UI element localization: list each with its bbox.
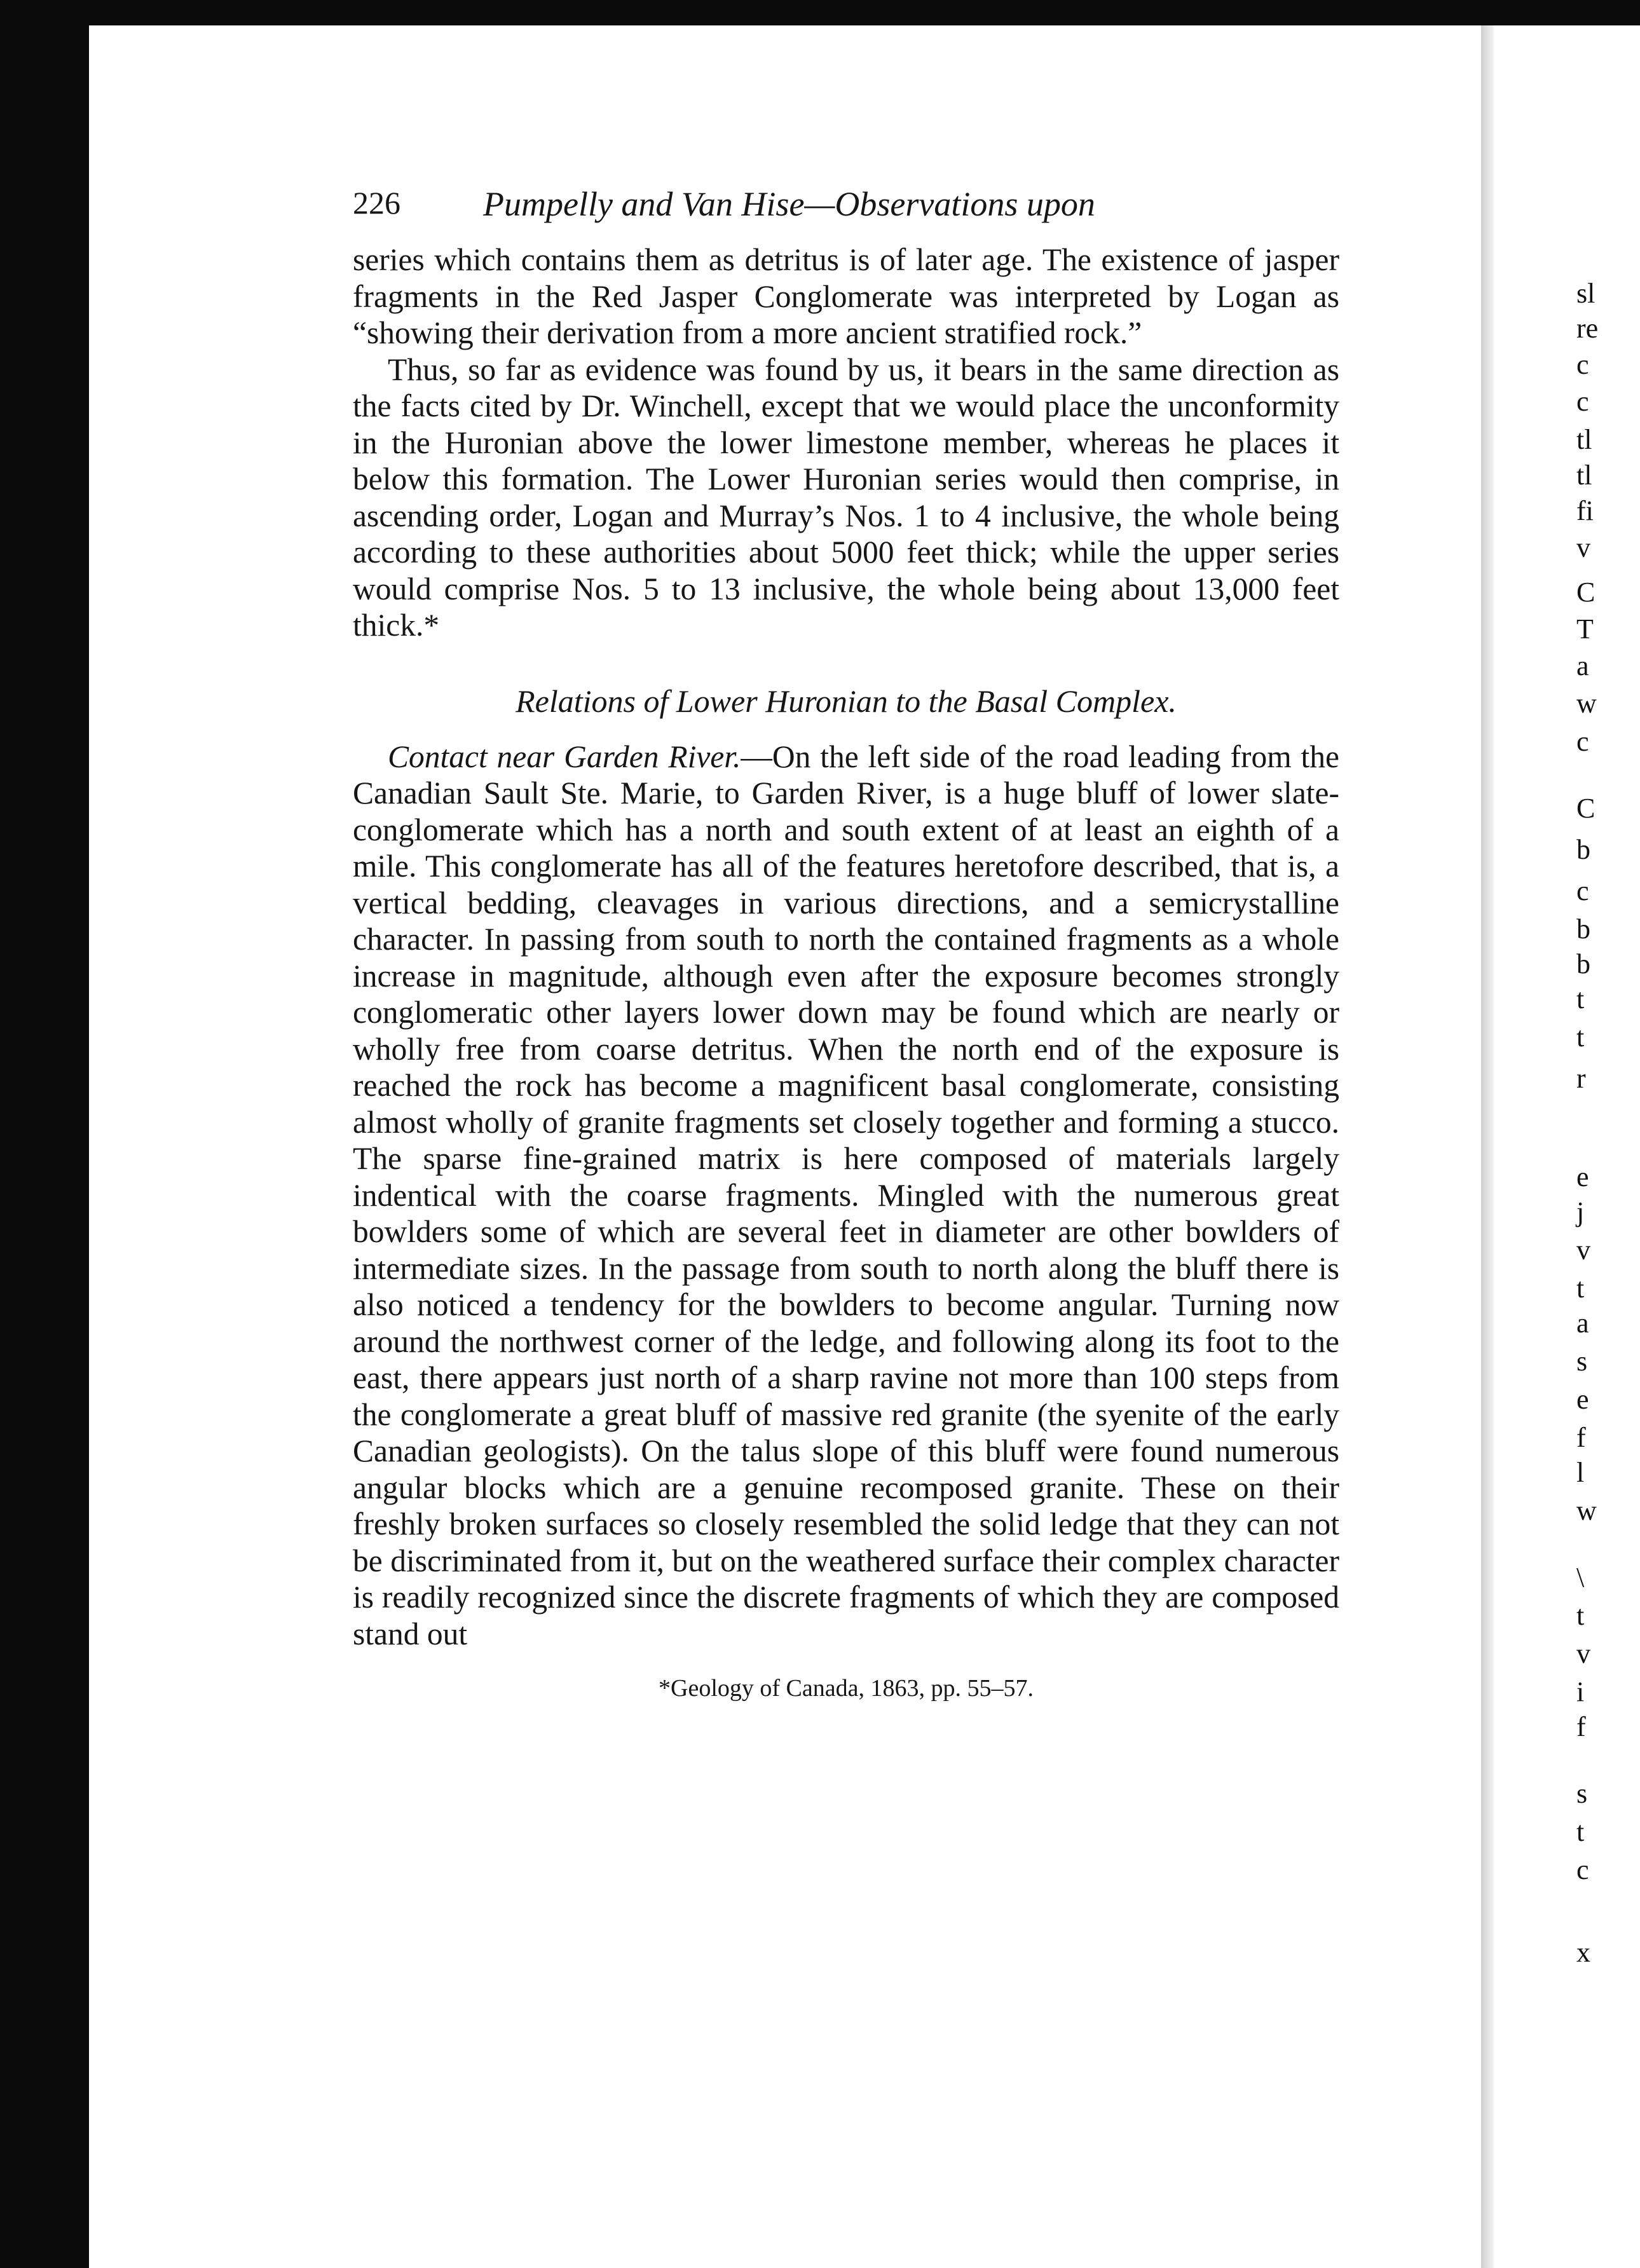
run-in-heading: Contact near Garden River. (388, 739, 741, 774)
facing-page-letter: f (1576, 1422, 1586, 1453)
facing-page-letter: c (1576, 386, 1589, 417)
facing-page-letter: r (1576, 1063, 1586, 1094)
paragraph-conclusion: Thus, so far as evidence was found by us, it bears in the same direction as the facts cited by Dr. Winchell, except that we would place the unconformity in the Huronian above the lower limestone member, whereas he places it below this formation. The Lower Huronian series would then comprise, in ascending order, Logan and Murray’s Nos. 1 to 4 inclusive, the whole being according to these authorities about 5000 feet thick; while the upper series would comprise Nos. 5 to 13 inclusive, the whole being about 13,000 feet thick.* (353, 352, 1339, 643)
facing-page-letter: C (1576, 793, 1596, 824)
page-header (353, 184, 1339, 242)
facing-page-letter: t (1576, 1600, 1585, 1631)
facing-page-letter: s (1576, 1346, 1588, 1377)
facing-page-letter: c (1576, 1854, 1589, 1885)
facing-page-letter: tl (1576, 460, 1592, 491)
facing-page-letter: a (1576, 1308, 1589, 1339)
facing-page-letter: C (1576, 577, 1596, 608)
facing-page-letter: t (1576, 1021, 1585, 1053)
facing-page-letter: re (1576, 313, 1599, 344)
footnote: *Geology of Canada, 1863, pp. 55–57. (659, 1675, 1034, 1702)
facing-page-letter: tl (1576, 424, 1592, 455)
facing-page-letter: a (1576, 650, 1589, 681)
page-content (353, 184, 1339, 1703)
running-head: Pumpelly and Van Hise—Observations upon (483, 185, 1095, 223)
facing-page-letter: c (1576, 726, 1589, 757)
facing-page-letter: w (1576, 688, 1597, 719)
paragraph-contact (353, 739, 1339, 1653)
facing-page-letter: v (1576, 1234, 1590, 1266)
facing-page-letter: b (1576, 948, 1590, 980)
body-text (353, 242, 1339, 1652)
facing-page-letter: x (1576, 1937, 1590, 1968)
facing-page-letter: sl (1576, 278, 1596, 309)
facing-page-letter: c (1576, 875, 1589, 906)
facing-page-letter: s (1576, 1778, 1588, 1809)
facing-page-letter: v (1576, 1638, 1590, 1669)
facing-page-letter: fi (1576, 495, 1594, 526)
page-gutter-shadow (1481, 25, 1494, 2268)
page-number: 226 (353, 185, 400, 221)
facing-page-letter: j (1576, 1196, 1585, 1227)
paragraph-contact-text: —On the left side of the road leading from the Canadian Sault Ste. Marie, to Garden River, is a huge bluff of lower slate-conglomerate which has a north and south extent of at least an eighth of a mile. This conglomerate has all of the features heretofore described, that is, a vertical bedding, cleavages in various directions, and a semicrystalline character. In passing from south to north the contained fragments as a whole increase in magnitude, although even after the exposure becomes strongly conglomeratic other layers lower down may be found which are nearly or wholly free from coarse detritus. When the north end of the exposure is reached the rock has become a magnificent basal conglomerate, consisting almost wholly of granite fragments set closely together and forming a stucco. The sparse fine-grained matrix is here composed of materials largely indentical with the coarse fragments. Mingled with the numerous great bowlders some of which are several feet in diameter are other bowlders of intermediate sizes. In the passage from south to north along the bluff there is also noticed a tendency for the bowlders to become angular. Turning now around the northwest corner of the ledge, and following along its foot to the east, there appears just north of a sharp ravine not more than 100 steps from the conglomerate a great bluff of massive red granite (the syenite of the early Canadian geologists). On the talus slope of this bluff were found numerous angular blocks which are a genuine recomposed granite. These on their freshly broken surfaces so closely resembled the solid ledge that they can not be discriminated from it, but on the weathered surface their complex character is readily recognized since the discrete fragments of which they are composed stand out (353, 739, 1340, 1651)
facing-page-letter: v (1576, 532, 1590, 563)
facing-page-letter: f (1576, 1711, 1586, 1742)
facing-page-letter: t (1576, 983, 1585, 1014)
facing-page-edge (1494, 25, 1640, 2268)
facing-page-letter: b (1576, 834, 1590, 865)
facing-page-letter: i (1576, 1676, 1585, 1707)
paragraph-continued: series which contains them as detritus is of later age. The existence of jasper fragments in the Red Jasper Conglomerate was interpreted by Logan as “showing their derivation from a more ancient stratified rock.” (353, 242, 1339, 350)
facing-page-letter: t (1576, 1273, 1585, 1304)
section-heading: Relations of Lower Huronian to the Basal Complex. (516, 683, 1177, 719)
facing-page-letter: w (1576, 1495, 1597, 1526)
facing-page-letter: c (1576, 349, 1589, 380)
facing-page-letter: e (1576, 1384, 1589, 1415)
facing-page-letter: \ (1576, 1562, 1585, 1593)
facing-page-letter: b (1576, 913, 1590, 945)
facing-page-letter: l (1576, 1457, 1585, 1488)
facing-page-letter: t (1576, 1816, 1585, 1847)
facing-page-letter: T (1576, 613, 1594, 645)
facing-page-letter: e (1576, 1161, 1589, 1192)
